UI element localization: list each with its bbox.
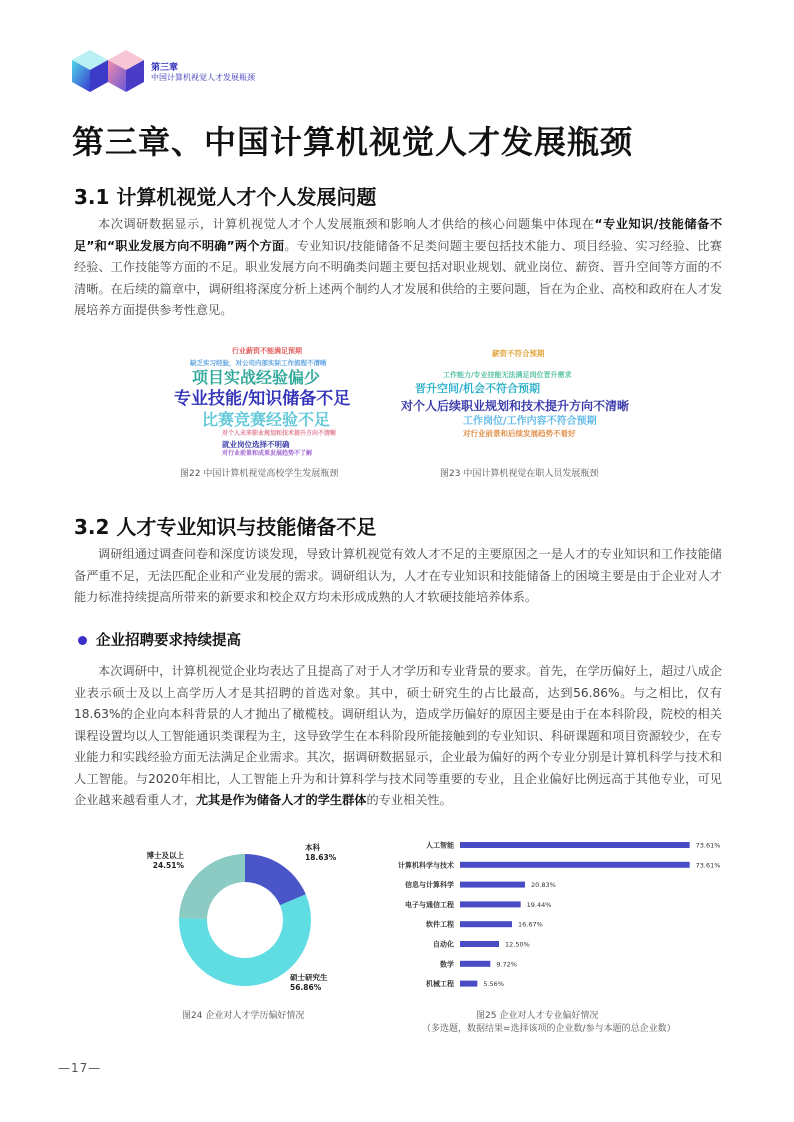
major-preference-bar-chart bbox=[360, 836, 730, 996]
bar bbox=[460, 901, 521, 907]
donut-value-label: 56.86% bbox=[290, 983, 322, 992]
wordcloud-term: 就业岗位选择不明确 bbox=[222, 440, 290, 449]
bar-value-label: 12.50% bbox=[505, 940, 530, 949]
bullet-dot-icon bbox=[78, 636, 87, 645]
header-chapter-subtitle: 中国计算机视觉人才发展瓶颈 bbox=[151, 73, 255, 82]
donut-slice bbox=[179, 854, 245, 919]
wordcloud-term: 对行业前景和成果发展趋势不了解 bbox=[222, 450, 313, 457]
bar-value-label: 9.72% bbox=[496, 960, 517, 969]
section-3-1-highlight-1: “专业知识/技能储备不足”和 bbox=[74, 217, 723, 253]
subsection-highlight: 尤其是作为储备人才的学生群体 bbox=[195, 793, 367, 807]
wordcloud-term: 缺乏实习经验，对公司内部实际工作流程不清晰 bbox=[190, 359, 327, 367]
education-preference-donut-chart bbox=[140, 830, 380, 1000]
wordcloud-term: 工作岗位/工作内容不符合预期 bbox=[463, 416, 597, 427]
subsection-text-c: 的专业相关性。 bbox=[366, 793, 452, 807]
donut-value-label: 24.51% bbox=[152, 861, 184, 870]
bar bbox=[460, 842, 690, 848]
bar-category-label: 电子与通信工程 bbox=[405, 900, 454, 909]
bar-category-label: 计算机科学与技术 bbox=[398, 861, 454, 870]
donut-category-label: 本科 bbox=[305, 843, 320, 852]
donut-value-label: 18.63% bbox=[305, 853, 337, 862]
donut-category-label: 硕士研究生 bbox=[290, 973, 328, 982]
bar-category-label: 软件工程 bbox=[426, 920, 454, 929]
bar bbox=[460, 882, 525, 888]
figure-25-caption: 图25 企业对人才专业偏好情况 bbox=[476, 1011, 599, 1021]
section-3-2-title: 3.2 人才专业知识与技能储备不足 bbox=[74, 515, 377, 539]
wordcloud-term: 对行业前景和后续发展趋势不看好 bbox=[463, 429, 576, 438]
wordcloud-term: 工作能力/专业技能无法满足岗位晋升需求 bbox=[443, 371, 572, 379]
wordcloud-term: 专业技能/知识储备不足 bbox=[174, 389, 351, 409]
header-chapter-label: 第三章 bbox=[151, 63, 179, 73]
figure-23-caption: 图23 中国计算机视觉在职人员发展瓶颈 bbox=[440, 469, 599, 479]
wordcloud-term: 薪资不符合预期 bbox=[492, 349, 545, 358]
section-3-1-text-c: 。专业知识/技能储备不足类问题主要包括技术能力、项目经验、实习经验、比赛经验、工作技能等方面的不足。职业发展方向不明确类问题主要包括对职业规划、就业岗位、薪资、晋升空间等方面的不清晰。在后续的篇章中，调研组将深度分析上述两个制约人才发展和供给的主要问题，旨在为企业、高校和政府在人才发展培养方面提供参考性意见。 bbox=[74, 238, 722, 317]
chapter-title: 第三章、中国计算机视觉人才发展瓶颈 bbox=[72, 123, 634, 161]
bar bbox=[460, 981, 477, 987]
bar-category-label: 自动化 bbox=[433, 940, 454, 949]
section-3-2-paragraph: 调研组通过调查问卷和深度访谈发现，导致计算机视觉有效人才不足的主要原因之一是人才的专业知识和工作技能储备严重不足，无法匹配企业和产业发展的需求。调研组认为，人才在专业知识和技能储备上的困境主要是由于企业对人才能力标准持续提高所带来的新要求和校企双方均未形成成熟的人才软硬技能培养体系。 bbox=[74, 547, 722, 604]
wordcloud-term: 比赛竞赛经验不足 bbox=[202, 410, 331, 429]
wordcloud-term: 对个人未来职业规划和技术提升方向不清晰 bbox=[222, 430, 337, 437]
bar-value-label: 73.61% bbox=[695, 861, 721, 870]
wordcloud-employees bbox=[395, 350, 675, 445]
wordcloud-term: 晋升空间/机会不符合预期 bbox=[415, 382, 541, 395]
figure-22-caption: 图22 中国计算机视觉高校学生发展瓶颈 bbox=[180, 469, 339, 479]
bar-value-label: 16.67% bbox=[518, 920, 543, 929]
bar-value-label: 5.56% bbox=[483, 980, 505, 989]
figure-25-caption-note: （多选题，数据结果=选择该项的企业数/参与本题的总企业数） bbox=[422, 1024, 676, 1034]
bar bbox=[460, 921, 512, 927]
bar-category-label: 人工智能 bbox=[426, 841, 454, 850]
bar-value-label: 20.83% bbox=[530, 881, 556, 890]
figure-24-caption: 图24 企业对人才学历偏好情况 bbox=[182, 1011, 305, 1021]
chapter-logo-cubes-icon bbox=[66, 46, 150, 96]
section-3-1-text-a: 本次调研数据显示，计算机视觉人才个人发展瓶颈和影响人才供给的核心问题集中体现在 bbox=[98, 217, 595, 231]
bar-value-label: 73.61% bbox=[695, 841, 721, 850]
subsection-title: 企业招聘要求持续提高 bbox=[96, 633, 241, 649]
section-3-1-paragraph bbox=[74, 214, 722, 322]
section-3-1-highlight-2: “职业发展方向不明确”两个方面 bbox=[106, 238, 285, 253]
donut-category-label: 博士及以上 bbox=[146, 851, 184, 860]
bar bbox=[460, 862, 690, 868]
wordcloud-students bbox=[170, 342, 375, 462]
section-3-1-title: 3.1 计算机视觉人才个人发展问题 bbox=[74, 185, 377, 209]
wordcloud-term: 行业薪资不能满足预期 bbox=[232, 347, 302, 355]
wordcloud-term: 项目实战经验偏少 bbox=[192, 368, 321, 387]
donut-slice bbox=[245, 854, 306, 905]
bar-value-label: 19.44% bbox=[526, 900, 552, 909]
bar bbox=[460, 961, 490, 967]
wordcloud-term: 对个人后续职业规划和技术提升方向不清晰 bbox=[401, 399, 630, 413]
bar bbox=[460, 941, 499, 947]
bar-category-label: 机械工程 bbox=[426, 980, 454, 989]
subsection-paragraph bbox=[74, 661, 722, 812]
bar-category-label: 信息与计算科学 bbox=[405, 881, 454, 890]
page-number: —17— bbox=[58, 1061, 102, 1075]
subsection-text-a: 本次调研中，计算机视觉企业均表达了且提高了对于人才学历和专业背景的要求。首先，在学历偏好上，超过八成企业表示硕士及以上高学历人才是其招聘的首选对象。其中，硕士研究生的占比最高，达到56.86%。与之相比，仅有18.63%的企业向本科背景的人才抛出了橄榄枝。调研组认为，造成学历偏好的原因主要是由于在本科阶段，院校的相关课程设置均以人工智能通识类课程为主，这导致学生在本科阶段所能接触到的专业知识、科研课题和项目资源较少，在专业能力和实践经验方面无法满足企业需求。其次，据调研数据显示，企业最为偏好的两个专业分别是计算机科学与技术和人工智能。与2020年相比，人工智能上升为和计算科学与技术同等重要的专业，且企业偏好比例远高于其他专业，可见企业越来越看重人才， bbox=[74, 664, 722, 807]
bar-category-label: 数学 bbox=[440, 960, 454, 969]
